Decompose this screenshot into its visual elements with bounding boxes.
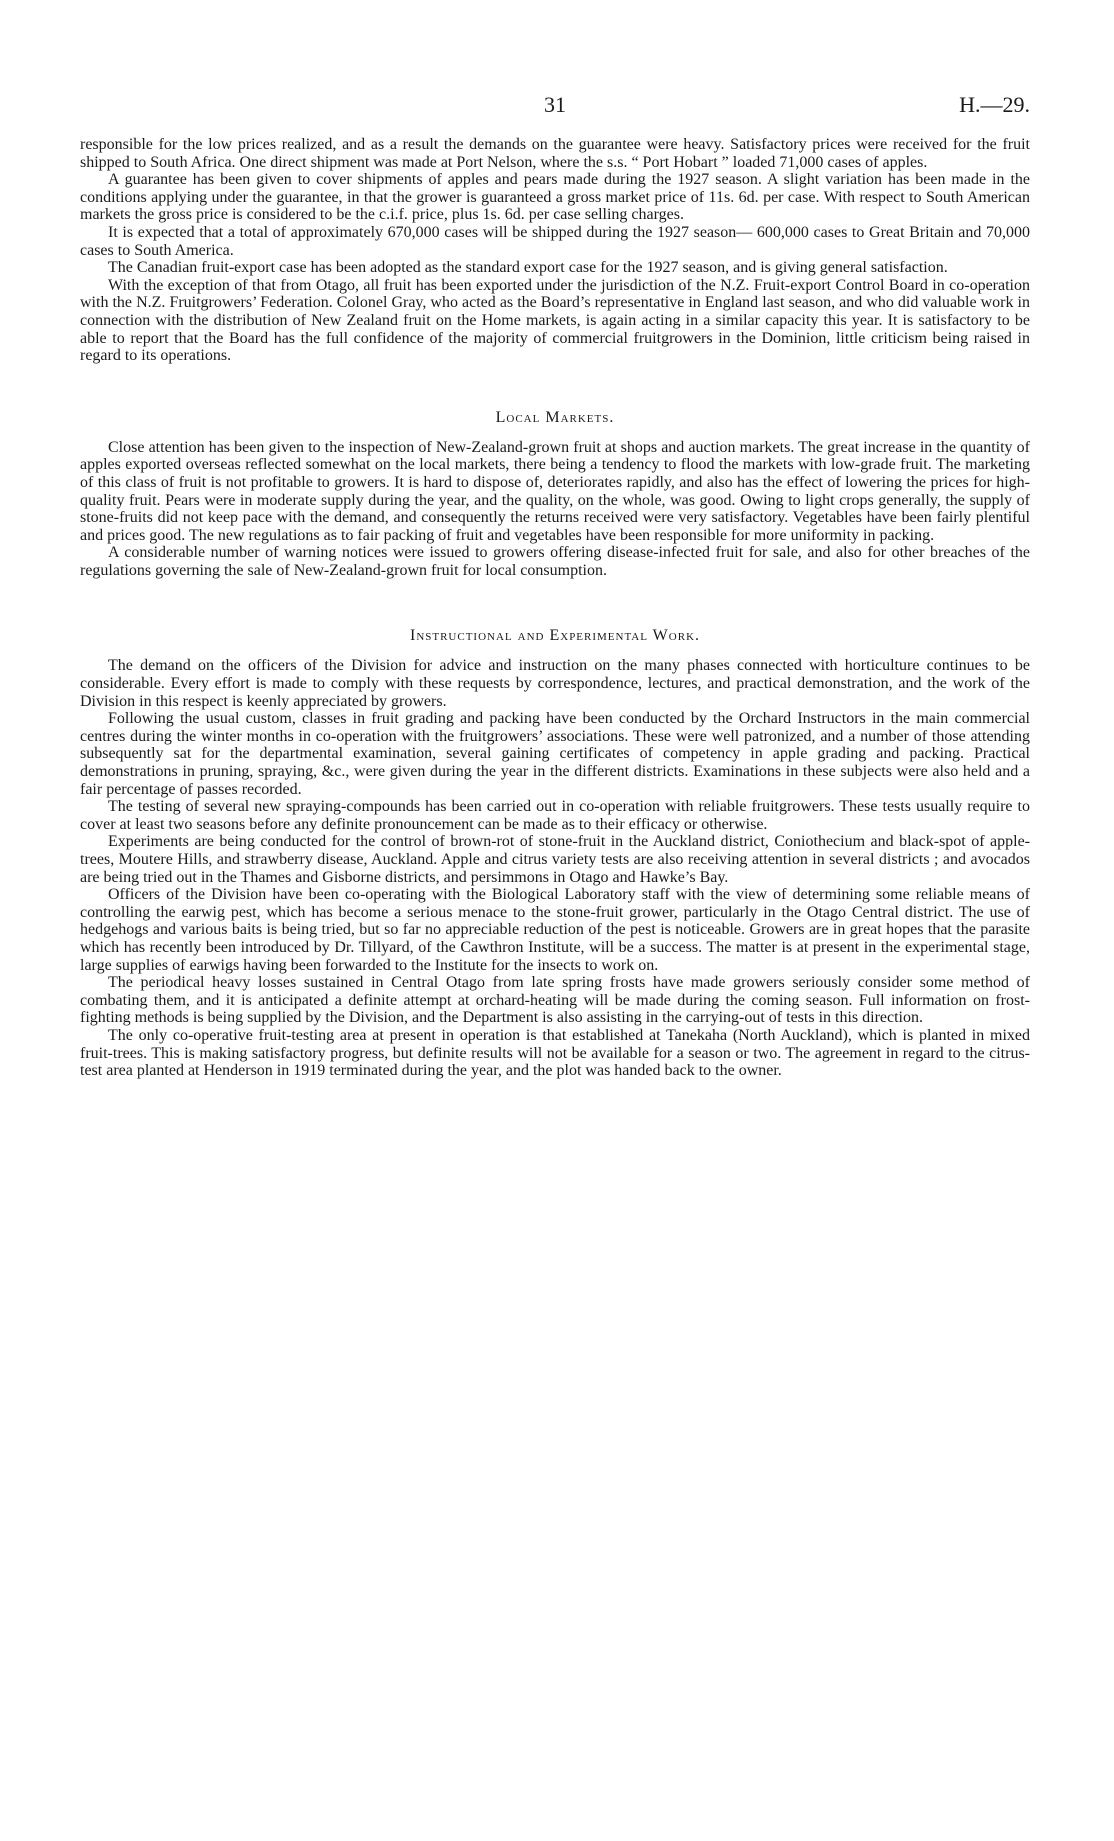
paragraph: Experiments are being conducted for the control of brown-rot of stone-fruit in the Auckland district, Coniothecium and black-spot of apple-trees, Moutere Hills, and strawberry disease, Auckland. Apple and citrus variety tests are also receiving attention in several districts ; and avocados are being tried out in the Thames and Gisborne districts, and persimmons in Otago and Hawke’s Bay. bbox=[80, 833, 1030, 886]
paragraph: A guarantee has been given to cover shipments of apples and pears made during the 1927 season. A slight variation has been made in the conditions applying under the guarantee, in that the grower is guaranteed a gross market price of 11s. 6d. per case. With respect to South American markets the gross price is considered to be the c.i.f. price, plus 1s. 6d. per case selling charges. bbox=[80, 171, 1030, 224]
running-head bbox=[80, 92, 1030, 122]
paragraph: The demand on the officers of the Division for advice and instruction on the many phases connected with horticulture continues to be considerable. Every effort is made to comply with these requests by correspondence, lectures, and practical demonstration, and the work of the Division in this respect is keenly appreciated by growers. bbox=[80, 657, 1030, 710]
document-page bbox=[80, 92, 1030, 1080]
paragraph: The testing of several new spraying-compounds has been carried out in co-operation with reliable fruitgrowers. These tests usually require to cover at least two seasons before any definite pronouncement can be made as to their efficacy or otherwise. bbox=[80, 798, 1030, 833]
paragraph: The periodical heavy losses sustained in Central Otago from late spring frosts have made growers seriously consider some method of combating them, and it is anticipated a definite attempt at orchard-heating will be made during the coming season. Full information on frost-fighting methods is being supplied by the Division, and the Department is also assisting in the carrying-out of tests in this direction. bbox=[80, 974, 1030, 1027]
paragraph: It is expected that a total of approximately 670,000 cases will be shipped during the 1927 season— 600,000 cases to Great Britain and 70,000 cases to South America. bbox=[80, 223, 1030, 259]
instructional-section bbox=[80, 627, 1030, 1079]
paragraph: Officers of the Division have been co-operating with the Biological Laboratory staff with the view of determining some reliable means of controlling the earwig pest, which has become a serious menace to the stone-fruit grower, particularly in the Otago Central district. The use of hedgehogs and various baits is being tried, but so far no appreciable reduction of the pest is noticeable. Growers are in great hopes that the parasite which has recently been introduced by Dr. Tillyard, of the Cawthron Institute, will be a success. The matter is at present in the experimental stage, large supplies of earwigs having been forwarded to the Institute for the insects to work on. bbox=[80, 886, 1030, 974]
paragraph: The Canadian fruit-export case has been adopted as the standard export case for the 1927 season, and is giving general satisfaction. bbox=[108, 259, 948, 277]
export-section bbox=[80, 136, 1030, 365]
paragraph: Close attention has been given to the inspection of New-Zealand-grown fruit at shops and auction markets. The great increase in the quantity of apples exported overseas reflected somewhat on the local markets, there being a tendency to flood the markets with low-grade fruit. The marketing of this class of fruit is not profitable to growers. It is hard to dispose of, deteriorates rapidly, and also has the effect of lowering the prices for high-quality fruit. Pears were in moderate supply during the year, and the quality, on the whole, was good. Owing to light crops generally, the supply of stone-fruits did not keep pace with the demand, and consequently the returns received were very satisfactory. Vegetables have been fairly plentiful and prices good. The new regulations as to fair packing of fruit and vegetables have been responsible for more uniformity in packing. bbox=[80, 438, 1030, 544]
report-reference: H.—29. bbox=[959, 92, 1030, 117]
paragraph: Following the usual custom, classes in fruit grading and packing have been conducted by the Orchard Instructors in the main commercial centres during the winter months in co-operation with the fruitgrowers’ associations. These were well patronized, and a number of those attending subsequently sat for the departmental examination, several gaining certificates of competency in apple grading and packing. Practical demonstrations in pruning, spraying, &c., were given during the year in the different districts. Examinations in these subjects were also held and a fair percentage of passes recorded. bbox=[80, 710, 1030, 798]
local-markets-section bbox=[80, 409, 1030, 580]
page-number: 31 bbox=[544, 92, 566, 117]
section-heading-instructional: Instructional and Experimental Work. bbox=[409, 627, 701, 645]
paragraph-continued: responsible for the low prices realized, and as a result the demands on the guarantee were heavy. Satisfactory prices were received for the fruit shipped to South Africa. One direct shipment was made at Port Nelson, where the s.s. “ Port Hobart ” loaded 71,000 cases of apples. bbox=[80, 136, 1030, 171]
section-heading-local-markets: Local Markets. bbox=[495, 408, 615, 426]
paragraph: The only co-operative fruit-testing area at present in operation is that established at Tanekaha (North Auckland), which is planted in mixed fruit-trees. This is making satisfactory progress, but definite results will not be available for a season or two. The agreement in regard to the citrus-test area planted at Henderson in 1919 terminated during the year, and the plot was handed back to the owner. bbox=[80, 1026, 1030, 1080]
paragraph: With the exception of that from Otago, all fruit has been exported under the jurisdiction of the N.Z. Fruit-export Control Board in co-operation with the N.Z. Fruitgrowers’ Federation. Colonel Gray, who acted as the Board’s representative in England last season, and who did valuable work in connection with the distribution of New Zealand fruit on the Home markets, is again acting in a similar capacity this year. It is satisfactory to be able to report that the Board has the full confidence of the majority of commercial fruitgrowers in the Dominion, little criticism being raised in regard to its operations. bbox=[80, 276, 1030, 365]
body-text bbox=[80, 136, 1030, 1080]
paragraph: A considerable number of warning notices were issued to growers offering disease-infected fruit for sale, and also for other breaches of the regulations governing the sale of New-Zealand-grown fruit for local consumption. bbox=[80, 544, 1030, 579]
